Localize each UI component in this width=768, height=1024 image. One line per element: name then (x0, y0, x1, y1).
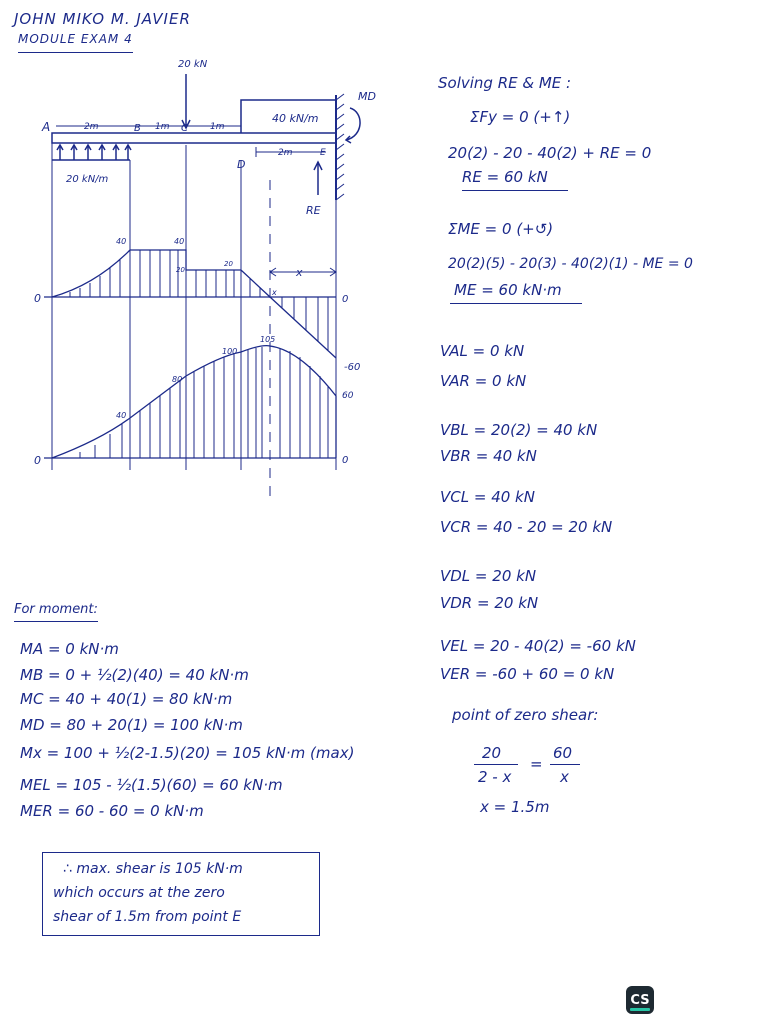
moment-val-100: 100 (222, 347, 238, 356)
moment-val-60: 60 (342, 391, 354, 401)
shear-val-20a: 20 (176, 266, 185, 274)
moment-title: For moment: (14, 602, 98, 622)
moment-m7: MER = 60 - 60 = 0 kN·m (20, 802, 204, 820)
label-pt-d: D (237, 158, 246, 171)
label-reaction: RE (306, 204, 321, 217)
shear-val-20b: 20 (224, 260, 233, 268)
author-name: JOHN MIKO M. JAVIER (14, 10, 191, 28)
shear-val-40a: 40 (116, 237, 127, 246)
moment-hatch (80, 347, 328, 458)
moment-m2: MB = 0 + ½(2)(40) = 40 kN·m (20, 666, 249, 684)
moment-m3: MC = 40 + 40(1) = 80 kN·m (20, 690, 233, 708)
solving-eq5: 20(2)(5) - 20(3) - 40(2)(1) - ME = 0 (448, 256, 693, 272)
label-seg-bc: 1m (155, 122, 170, 132)
shear-zero-left: 0 (34, 292, 41, 305)
moment-m4: MD = 80 + 20(1) = 100 kN·m (20, 716, 243, 734)
shear-val-40b: 40 (174, 237, 185, 246)
moment-diagram (44, 346, 336, 458)
shear-zero-right: 0 (342, 294, 349, 305)
moment-val-40: 40 (116, 411, 127, 420)
label-seg-ab: 2m (84, 122, 99, 132)
moment-val-105: 105 (260, 335, 276, 344)
label-pt-c: C (181, 123, 188, 134)
zero-shear-title: point of zero shear: (452, 706, 599, 724)
label-dist-left: 20 kN/m (66, 174, 109, 185)
dist-load-left (52, 145, 131, 160)
zero-shear-den-right: x (560, 768, 569, 786)
beam-body (52, 133, 336, 143)
shear-hatch (70, 250, 328, 351)
label-pt-a: A (42, 120, 51, 134)
solving-eq2: 20(2) - 20 - 40(2) + RE = 0 (448, 144, 652, 162)
label-seg-de: 2m (278, 148, 293, 158)
solving-eq6: ME = 60 kN·m (450, 281, 582, 304)
moment-zero-left: 0 (34, 454, 41, 467)
zero-shear-den-left: 2 - x (478, 768, 512, 786)
moment-m1: MA = 0 kN·m (20, 640, 119, 658)
conclusion-line3: shear of 1.5m from point E (53, 909, 242, 925)
shear-x-mark: x (272, 288, 277, 297)
shear-diagram (44, 250, 336, 358)
moment-m5: Mx = 100 + ½(2-1.5)(20) = 105 kN·m (max) (20, 744, 355, 762)
solving-title: Solving RE & ME : (438, 74, 572, 92)
shear-x-dim: x (296, 266, 303, 279)
zero-shear-num-left: 20 (482, 744, 502, 762)
shear-v10: VER = -60 + 60 = 0 kN (440, 665, 615, 683)
shear-v8: VDR = 20 kN (440, 594, 539, 612)
label-seg-cd: 1m (210, 122, 225, 132)
solving-eq1: ΣFy = 0 (+↑) (470, 108, 571, 126)
shear-v1: VAL = 0 kN (440, 342, 525, 360)
solving-eq3: RE = 60 kN (462, 168, 568, 191)
shear-v6: VCR = 40 - 20 = 20 kN (440, 518, 613, 536)
wall-hatch (336, 94, 344, 200)
shear-v4: VBR = 40 kN (440, 447, 537, 465)
shear-v5: VCL = 40 kN (440, 488, 535, 506)
shear-v3: VBL = 20(2) = 40 kN (440, 421, 598, 439)
shear-v9: VEL = 20 - 40(2) = -60 kN (440, 637, 636, 655)
shear-v7: VDL = 20 kN (440, 567, 537, 585)
conclusion-line2: which occurs at the zero (53, 885, 225, 901)
label-dist-right: 40 kN/m (272, 112, 319, 125)
logo-text: CS (630, 992, 650, 1008)
moment-zero-right: 0 (342, 455, 349, 466)
moment-m6: MEL = 105 - ½(1.5)(60) = 60 kN·m (20, 776, 283, 794)
shear-v2: VAR = 0 kN (440, 372, 527, 390)
label-point-load: 20 kN (178, 59, 208, 70)
fraction-bar-right (550, 764, 580, 765)
camscanner-logo-icon (626, 986, 654, 1014)
zero-shear-num-right: 60 (553, 744, 573, 762)
conclusion-box (42, 852, 320, 936)
solving-eq4: ΣME = 0 (+↺) (448, 220, 554, 238)
label-pt-b: B (134, 123, 141, 134)
shear-val-neg60: -60 (344, 362, 361, 373)
conclusion-line1: ∴ max. shear is 105 kN·m (63, 861, 243, 877)
moment-arc (346, 108, 360, 140)
exam-title: MODULE EXAM 4 (18, 32, 133, 53)
fraction-bar-left (474, 764, 518, 765)
label-moment: MD (358, 90, 376, 103)
label-pt-e: E (320, 148, 326, 158)
zero-shear-result: x = 1.5m (480, 798, 550, 816)
moment-val-80: 80 (172, 375, 183, 384)
zero-shear-equals: = (530, 755, 543, 773)
shear-curve (52, 250, 336, 358)
